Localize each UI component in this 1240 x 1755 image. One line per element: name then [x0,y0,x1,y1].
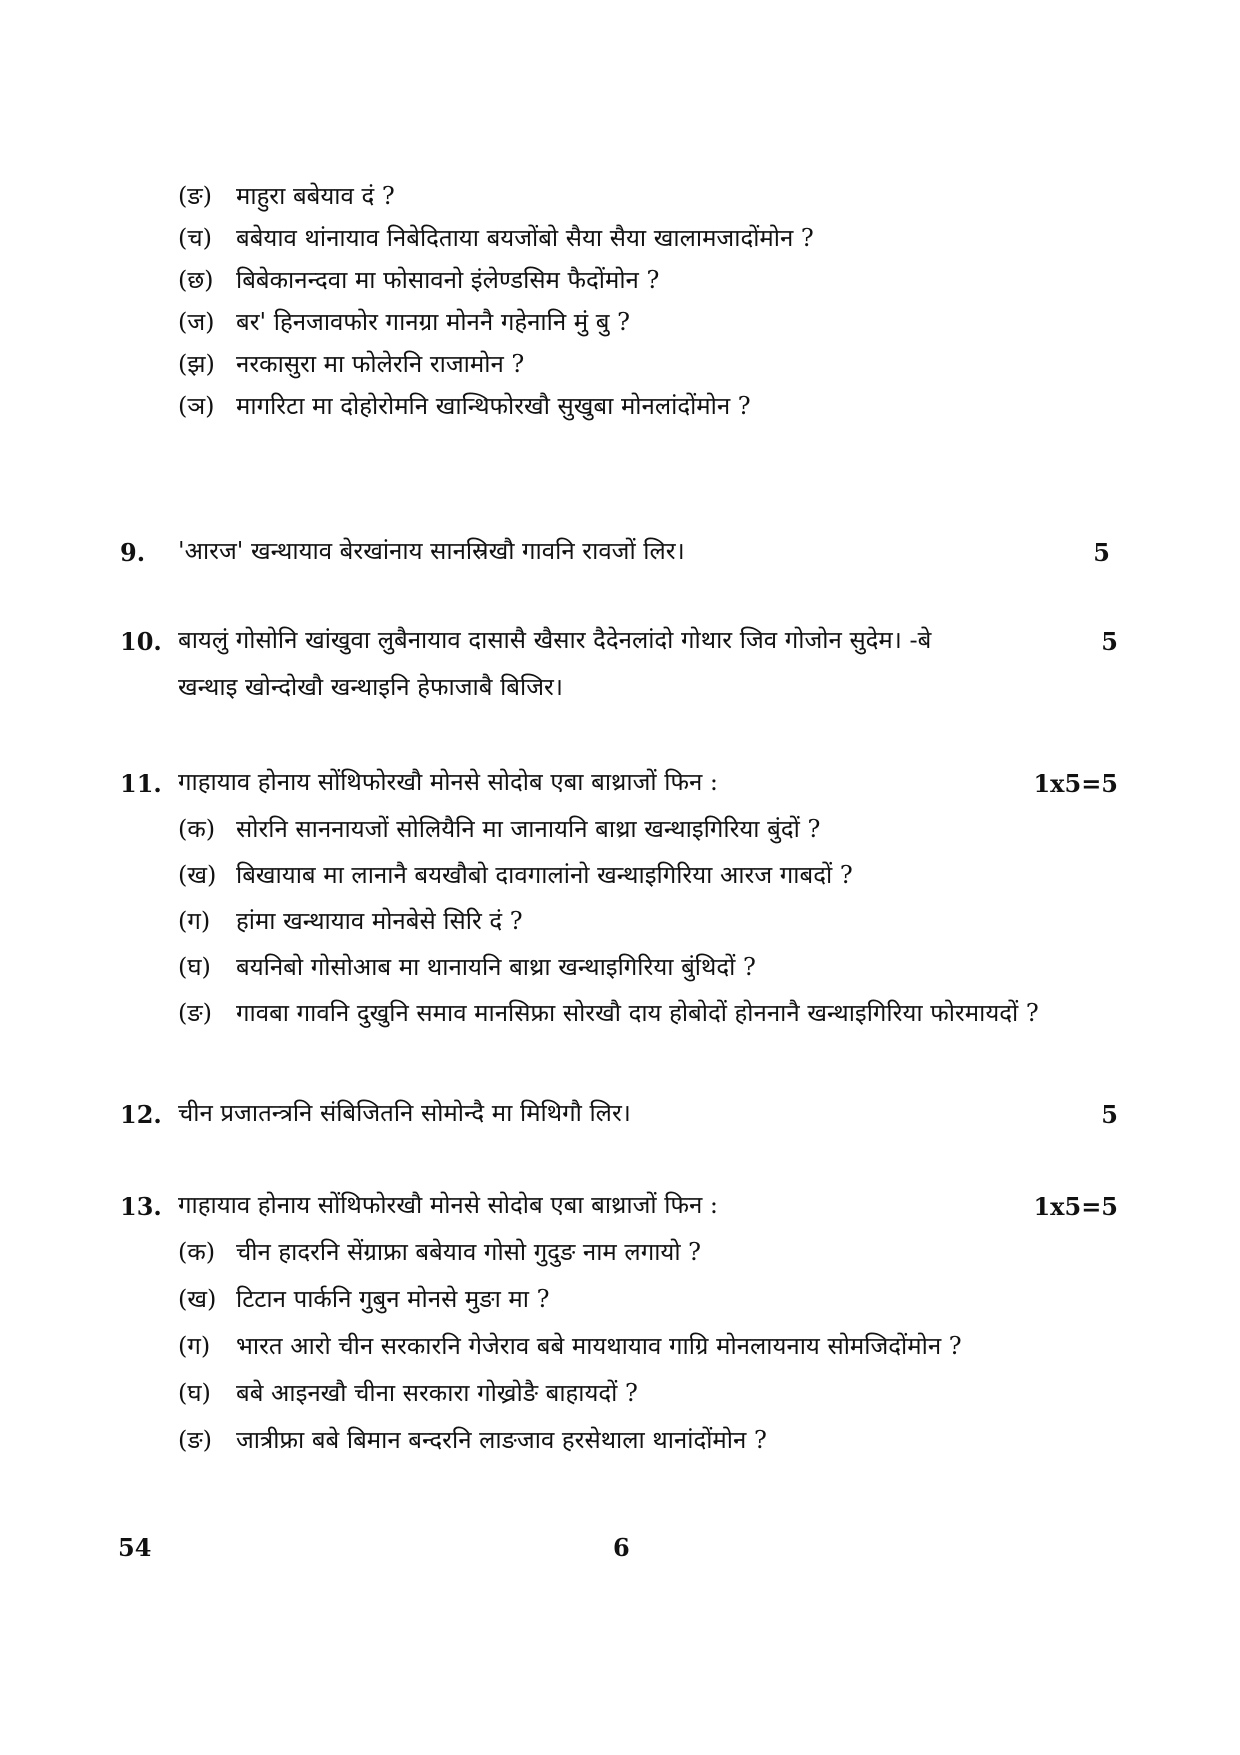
list-item: (ग) हांमा खन्थायाव मोनबेसे सिरि दं ? [178,907,523,935]
question-marks: 1x5=5 [1033,1192,1118,1221]
question-marks: 5 [1101,627,1118,656]
question-number: 12. [120,1100,162,1129]
question-marks: 5 [1093,538,1110,567]
question-text: चीन प्रजातन्त्रनि संबिजितनि सोमोन्दै मा मिथिगौ लिर। [178,1099,631,1127]
list-item: (क) चीन हादरनि सेंग्राफ्रा बबेयाव गोसो गुदुङ नाम लगायो ? [178,1238,702,1266]
question-text-continued: खन्थाइ खोन्दोखौ खन्थाइनि हेफाजाबै बिजिर। [178,673,563,701]
list-item: (झ) नरकासुरा मा फोलेरनि राजामोन ? [178,350,525,378]
question-text: बायलुं गोसोनि खांखुवा लुबैनायाव दासासै खैसार दैदेनलांदो गोथार जिव गोजोन सुदेम। -बे [178,626,932,654]
list-item: (ङ) जात्रीफ्रा बबे बिमान बन्दरनि लाङजाव हरसेथाला थानांदोंमोन ? [178,1426,767,1454]
question-text: गाहायाव होनाय सोंथिफोरखौ मोनसे सोदोब एबा बाथ्राजों फिन : [178,1191,719,1219]
list-item: (ङ) माहुरा बबेयाव दं ? [178,182,395,210]
question-number: 10. [120,627,162,656]
list-item: (घ) बबे आइनखौ चीना सरकारा गोख्रोङै बाहायदों ? [178,1379,638,1407]
question-marks: 1x5=5 [1033,769,1118,798]
question-number: 9. [120,538,146,567]
list-item: (छ) बिबेकानन्दवा मा फोसावनो इंलेण्डसिम फैदोंमोन ? [178,266,660,294]
list-item: (ख) टिटान पार्कनि गुबुन मोनसे मुङा मा ? [178,1285,550,1313]
list-item: (ग) भारत आरो चीन सरकारनि गेजेराव बबे मायथायाव गाग्रि मोनलायनाय सोमजिदोंमोन ? [178,1332,962,1360]
question-marks: 5 [1101,1100,1118,1129]
list-item: (च) बबेयाव थांनायाव निबेदिताया बयजोंबो सैया सैया खालामजादोंमोन ? [178,224,814,252]
list-item: (ज) बर' हिनजावफोर गानग्रा मोननै गहेनानि मुं बु ? [178,308,630,336]
list-item: (ञ) मागरिटा मा दोहोरोमनि खान्थिफोरखौ सुखुबा मोनलांदोंमोन ? [178,392,751,420]
list-item: (ख) बिखायाब मा लानानै बयखौबो दावगालांनो खन्थाइगिरिया आरज गाबदों ? [178,861,853,889]
page-number: 6 [613,1533,630,1562]
question-number: 11. [120,769,162,798]
paper-code: 54 [118,1533,152,1562]
question-number: 13. [120,1192,162,1221]
list-item: (घ) बयनिबो गोसोआब मा थानायनि बाथ्रा खन्थाइगिरिया बुंथिदों ? [178,953,756,981]
list-item: (ङ) गावबा गावनि दुखुनि समाव मानसिफ्रा सोरखौ दाय होबोदों होननानै खन्थाइगिरिया फोरमायदों ? [178,999,1039,1027]
question-text: 'आरज' खन्थायाव बेरखांनाय सानस्रिखौ गावनि रावजों लिर। [178,537,685,565]
question-text: गाहायाव होनाय सोंथिफोरखौ मोनसे सोदोब एबा बाथ्राजों फिन : [178,768,719,796]
list-item: (क) सोरनि साननायजों सोलियैनि मा जानायनि बाथ्रा खन्थाइगिरिया बुंदों ? [178,815,821,843]
